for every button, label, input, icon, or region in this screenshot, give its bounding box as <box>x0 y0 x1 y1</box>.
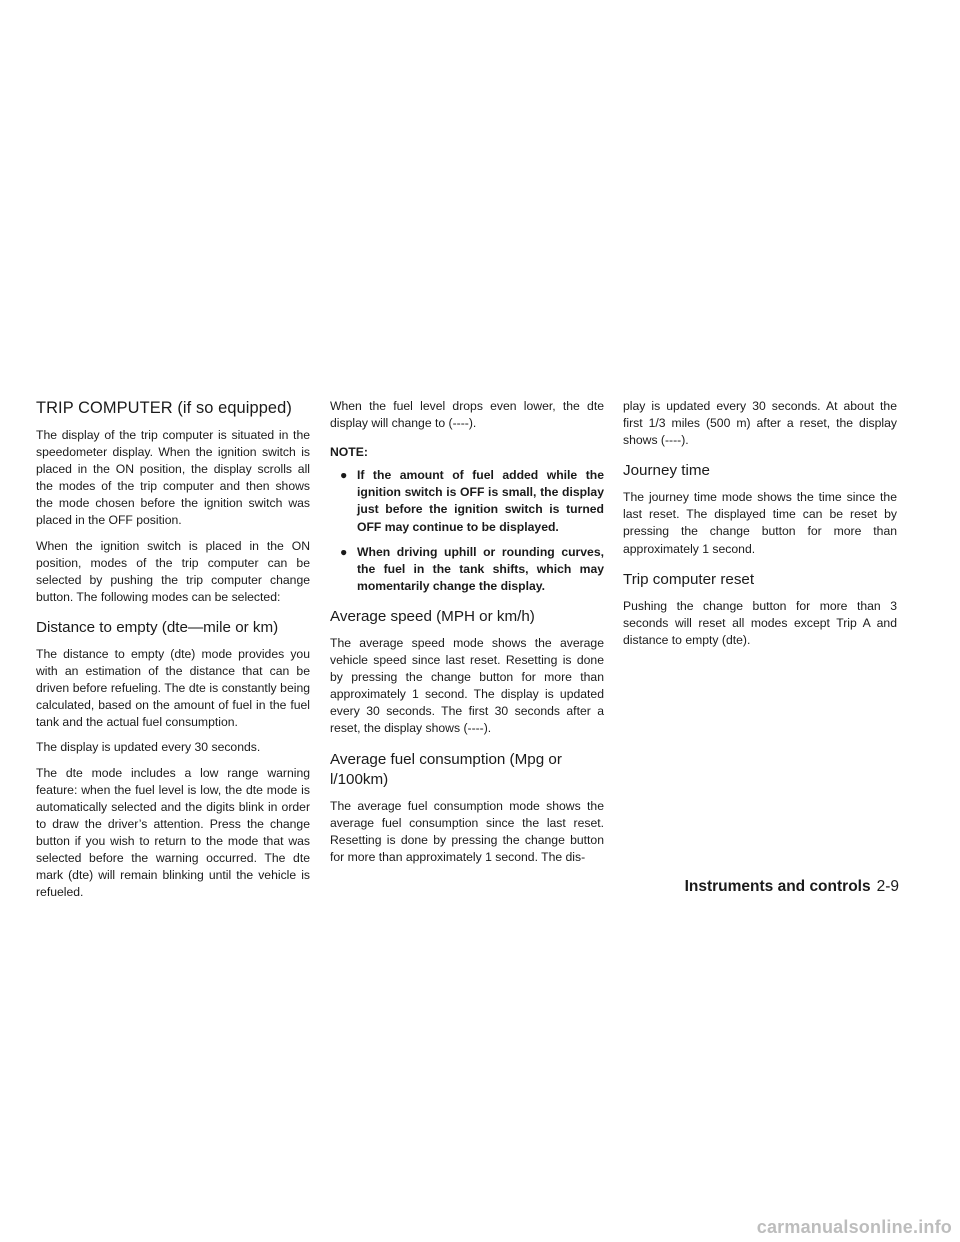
page-footer <box>685 877 899 897</box>
paragraph: The distance to empty (dte) mode provides you with an estimation of the distance that can be driven before refueling. The dte is constantly being calculated, based on the amount of fuel in the fuel tank and the actual fuel consumption. <box>36 646 310 730</box>
note-item <box>330 544 604 595</box>
note-label: NOTE: <box>330 445 368 460</box>
column-left <box>36 398 310 909</box>
column-middle <box>330 398 604 874</box>
footer-section-name: Instruments and controls <box>684 878 871 895</box>
subheading-average-fuel: Average fuel consumption (Mpg or l/100km) <box>330 750 562 788</box>
subheading-trip-reset: Trip computer reset <box>623 570 755 588</box>
note-list <box>330 467 604 595</box>
paragraph: The dte mode includes a low range warning feature: when the fuel level is low, the dte mode is automatically selected and the digits blink in order to draw the driver’s attention. Press the change button if you wish to return to the mode that was selected before the warning occurred. The dte mark (dte) will remain blinking until the vehicle is refueled. <box>36 765 310 900</box>
page-number: 2-9 <box>876 878 899 895</box>
section-title: TRIP COMPUTER (if so equipped) <box>36 399 292 417</box>
paragraph: When the ignition switch is placed in the ON position, modes of the trip computer can be selected by pushing the trip computer change button. The following modes can be selected: <box>36 538 310 604</box>
paragraph: The display is updated every 30 seconds. <box>36 740 261 755</box>
paragraph: When the fuel level drops even lower, the dte display will change to (----). <box>330 399 604 431</box>
bullet-icon: ● <box>340 544 348 559</box>
subheading-dte: Distance to empty (dte—mile or km) <box>36 618 279 636</box>
bullet-icon: ● <box>340 468 348 483</box>
subheading-average-speed: Average speed (MPH or km/h) <box>330 607 535 625</box>
paragraph: The average speed mode shows the average vehicle speed since last reset. Resetting is done by pressing the change button for more than approximately 1 second. The display is updated every 30 seconds. The first 30 seconds after a reset, the display shows (----). <box>330 635 604 736</box>
paragraph: Pushing the change button for more than 3 seconds will reset all modes except Trip A and distance to empty (dte). <box>623 598 897 647</box>
paragraph: play is updated every 30 seconds. At about the first 1/3 miles (500 m) after a reset, the display shows (----). <box>623 399 897 448</box>
subheading-journey-time: Journey time <box>623 462 710 480</box>
paragraph: The average fuel consumption mode shows the average fuel consumption since the last reset. Resetting is done by pressing the change button for more than approximately 1 second. The dis- <box>330 798 604 864</box>
column-right <box>623 398 897 657</box>
paragraph: The journey time mode shows the time since the last reset. The displayed time can be reset by pressing the change button for more than approximately 1 second. <box>623 490 897 556</box>
note-item <box>330 467 604 535</box>
note-text: When driving uphill or rounding curves, the fuel in the tank shifts, which may momentarily change the display. <box>357 544 604 593</box>
note-text: If the amount of fuel added while the ignition switch is OFF is small, the display just before the ignition switch is turned OFF may continue to be displayed. <box>357 468 604 534</box>
paragraph: The display of the trip computer is situated in the speedometer display. When the ignition switch is placed in the ON position, the display scrolls all the modes of the trip computer and then shows the mode chosen before the ignition switch was placed in the OFF position. <box>36 428 310 528</box>
watermark: carmanualsonline.info <box>756 1217 952 1237</box>
